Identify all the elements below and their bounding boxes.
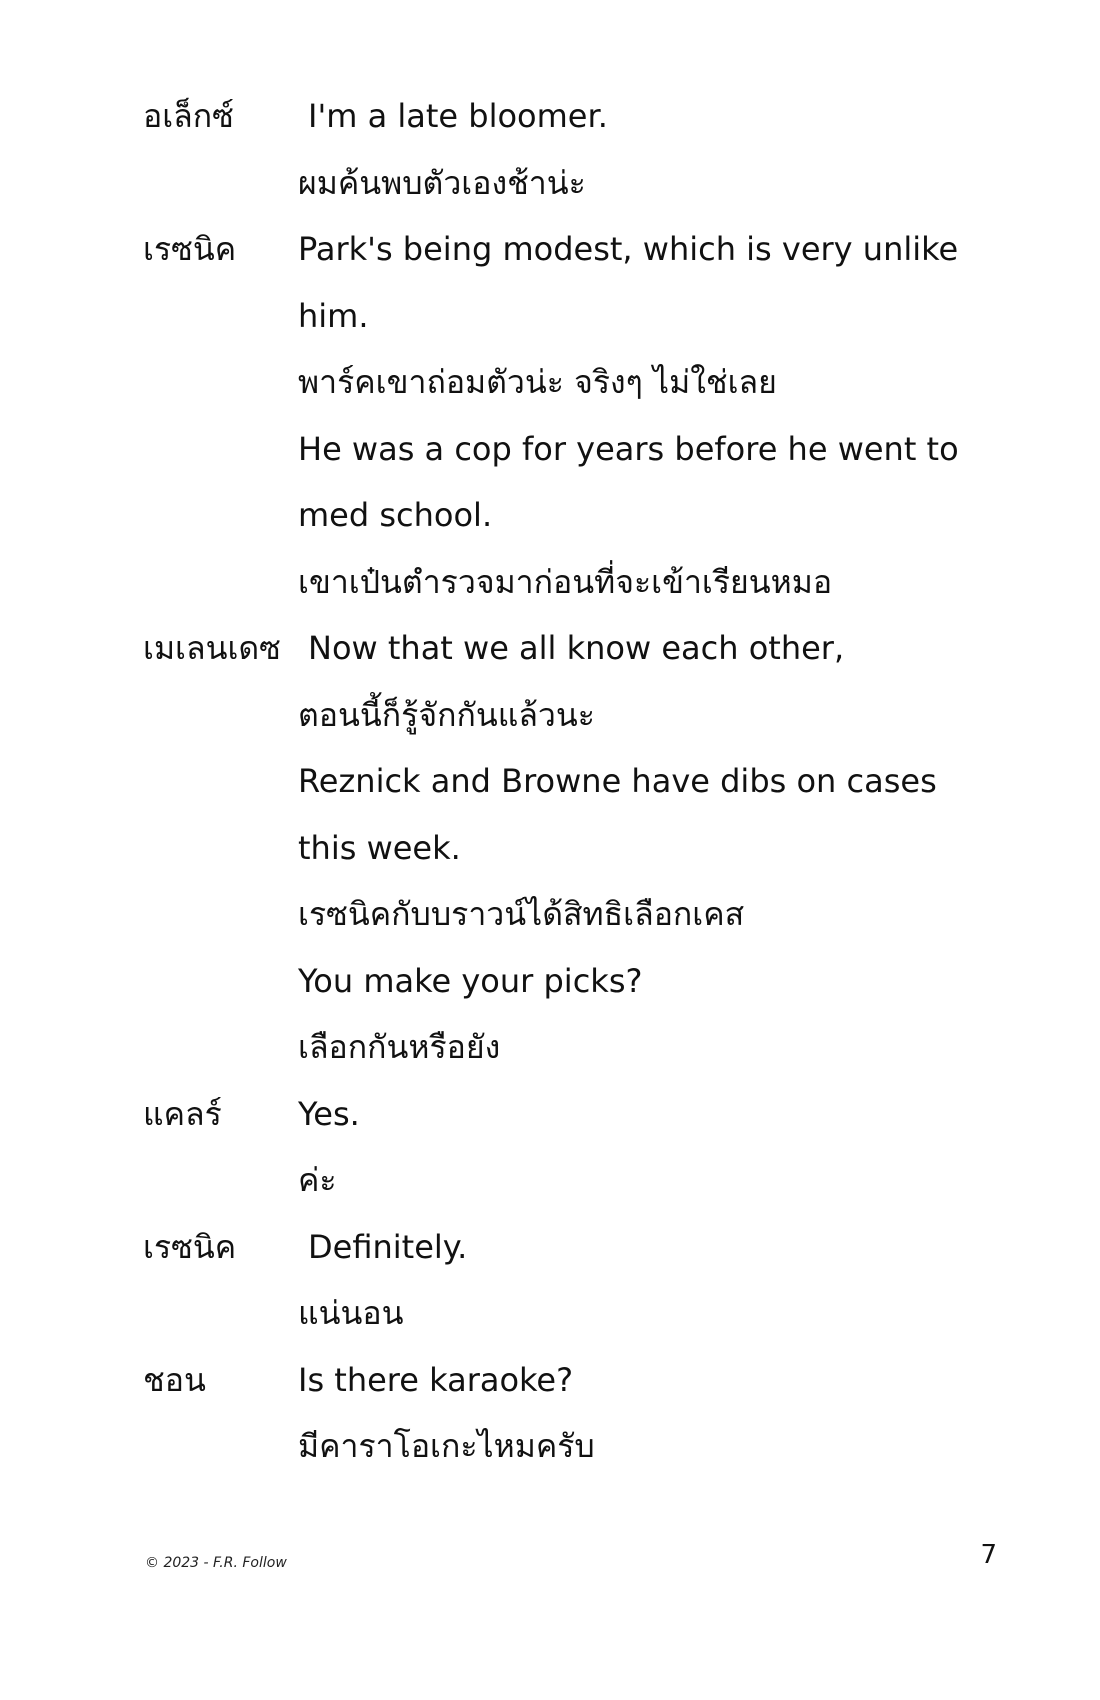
dialogue-text: ผมค้นพบตัวเองช้าน่ะ [298, 163, 586, 202]
speaker-name: เรซนิค [143, 1227, 237, 1266]
speaker-name: ชอน [143, 1360, 206, 1399]
dialogue-line [143, 296, 1023, 363]
dialogue-line [143, 894, 1023, 961]
dialogue-text: พาร์คเขาถ่อมตัวน่ะ จริงๆ ไม่ใช่เลย [298, 363, 777, 401]
dialogue-line [143, 1227, 1023, 1294]
dialogue-line [143, 163, 1023, 230]
dialogue-text: แน่นอน [298, 1294, 404, 1332]
dialogue-text: med school. [298, 496, 493, 534]
dialogue-line [143, 695, 1023, 762]
dialogue-text: He was a cop for years before he went to [298, 429, 959, 468]
dialogue-line [143, 1293, 1023, 1360]
page-number: 7 [980, 1540, 997, 1570]
dialogue-line [143, 961, 1023, 1028]
dialogue-line [143, 96, 1023, 163]
dialogue-line [143, 761, 1023, 828]
dialogue-text: เรซนิคกับบราวน์ได้สิทธิเลือกเคส [298, 895, 745, 933]
dialogue-line [143, 362, 1023, 429]
speaker-name: เมเลนเดซ [143, 629, 281, 667]
dialogue-text: Is there karaoke? [298, 1360, 574, 1399]
dialogue-block [143, 96, 1023, 1493]
dialogue-line [143, 628, 1023, 695]
dialogue-text: เลือกกันหรือยัง [298, 1028, 501, 1066]
dialogue-text: เขาเป๋นตำรวจมาก่อนที่จะเข้าเรียนหมอ [298, 562, 833, 601]
dialogue-text: มีคาราโอเกะไหมครับ [298, 1427, 595, 1465]
dialogue-line [143, 1160, 1023, 1227]
dialogue-line [143, 495, 1023, 562]
dialogue-line [143, 828, 1023, 895]
dialogue-line [143, 562, 1023, 629]
dialogue-text: ตอนนี้ก็รู้จักกันแล้วนะ [298, 695, 595, 734]
dialogue-text: I'm a late bloomer. [308, 97, 608, 135]
dialogue-line [143, 229, 1023, 296]
speaker-name: อเล็กซ์ [143, 97, 234, 135]
dialogue-line [143, 1426, 1023, 1493]
copyright-notice: © 2023 - F.R. Follow [145, 1555, 287, 1571]
dialogue-line [143, 429, 1023, 496]
dialogue-text: ค่ะ [298, 1161, 337, 1199]
dialogue-text: him. [298, 296, 369, 335]
dialogue-line [143, 1094, 1023, 1161]
dialogue-text: Reznick and Browne have dibs on cases [298, 762, 937, 800]
dialogue-text: this week. [298, 828, 461, 867]
dialogue-text: Definitely. [308, 1227, 468, 1266]
dialogue-text: Park's being modest, which is very unlike [298, 230, 959, 268]
dialogue-line [143, 1360, 1023, 1427]
speaker-name: แคลร์ [143, 1094, 222, 1133]
dialogue-line [143, 1027, 1023, 1094]
dialogue-text: Now that we all know each other, [308, 629, 845, 667]
speaker-name: เรซนิค [143, 230, 237, 268]
dialogue-text: Yes. [298, 1094, 360, 1133]
dialogue-text: You make your picks? [298, 961, 643, 1000]
